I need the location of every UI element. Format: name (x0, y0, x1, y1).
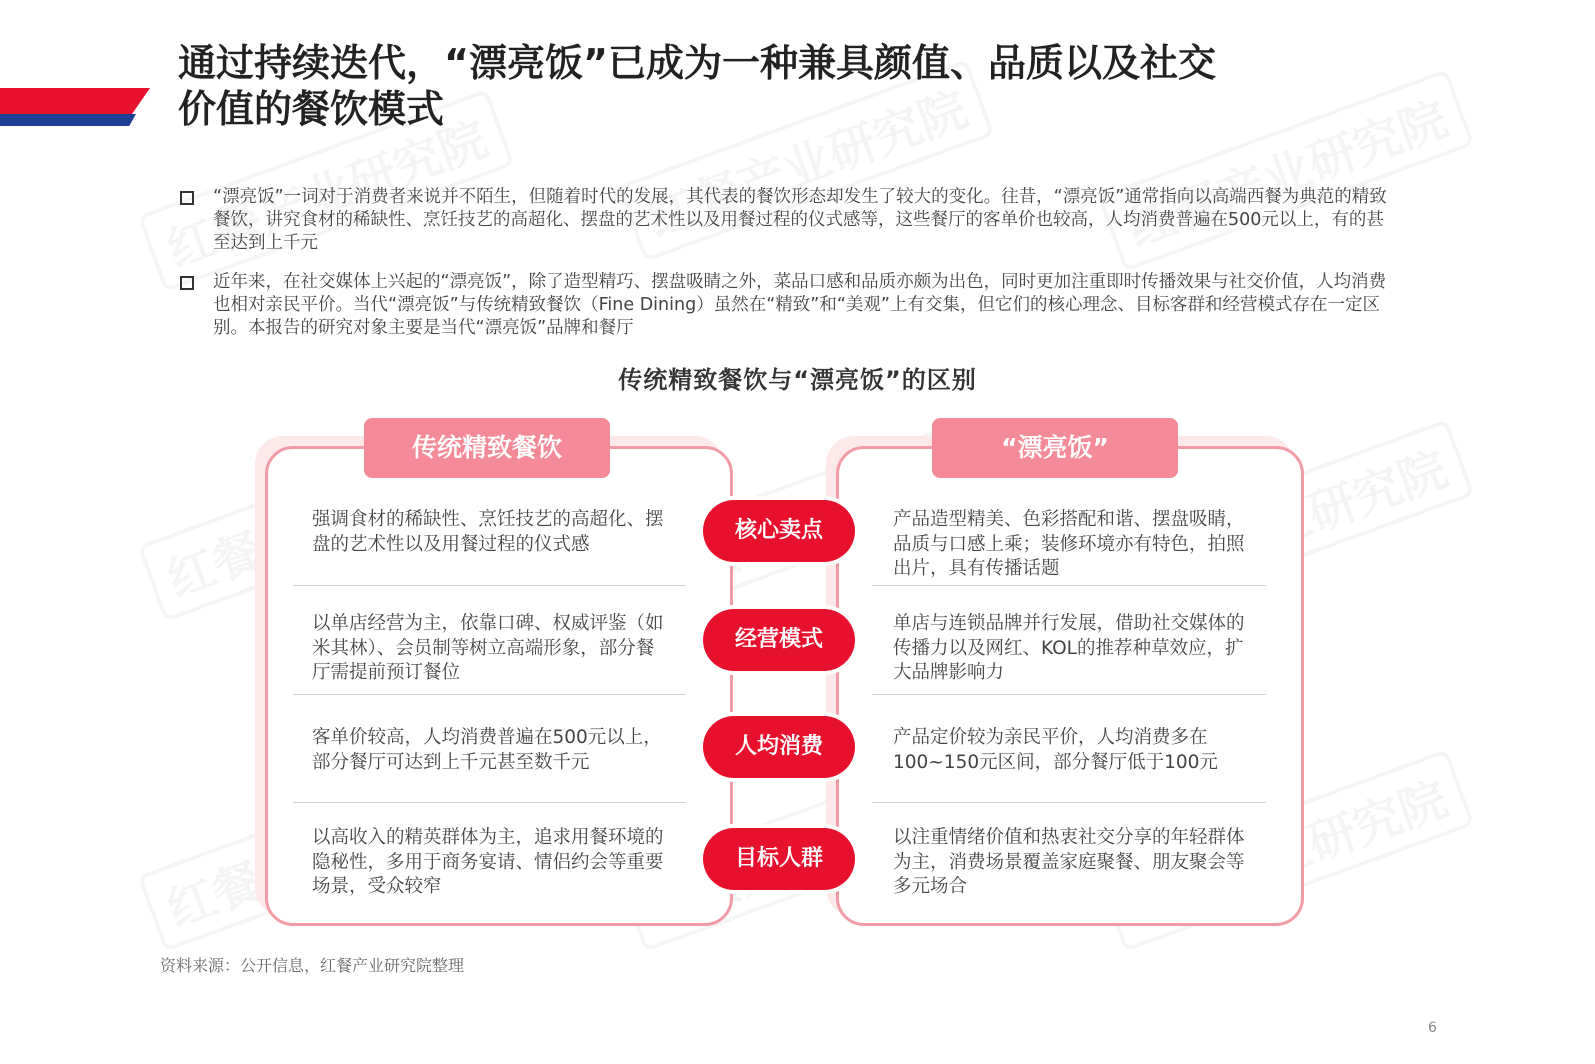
bullet-text: “漂亮饭”一词对于消费者来说并不陌生，但随着时代的发展，其代表的餐饮形态却发生了较大的变化。往昔，“漂亮饭”通常指向以高端西餐为典范的精致餐饮，讲究食材的稀缺性、烹饪技艺的高超化、摆盘的艺术性以及用餐过程的仪式感等，这些餐厅的客单价也较高，人均消费普遍在500元以上，有的甚至达到上千元 (213, 187, 1387, 253)
row-label-selling-point: 核心卖点 (703, 500, 855, 562)
square-bullet-icon (180, 191, 194, 205)
traditional-selling-point: 强调食材的稀缺性、烹饪技艺的高超化、摆盘的艺术性以及用餐过程的仪式感 (312, 509, 664, 555)
traditional-spending: 客单价较高，人均消费普遍在500元以上，部分餐厅可达到上千元甚至数千元 (312, 727, 662, 773)
row-divider (872, 585, 1266, 586)
page-title (178, 40, 1378, 132)
pretty-meal-business-model: 单店与连锁品牌并行发展，借助社交媒体的传播力以及网红、KOL的推荐种草效应，扩大品牌影响力 (893, 613, 1245, 683)
bullet-item (180, 186, 1400, 255)
row-divider (293, 802, 686, 803)
row-label-business-model: 经营模式 (703, 609, 855, 671)
page-title-line2: 价值的餐饮模式 (178, 87, 445, 131)
traditional-header: 传统精致餐饮 (364, 418, 610, 478)
row-divider (293, 585, 686, 586)
bullet-text: 近年来，在社交媒体上兴起的“漂亮饭”，除了造型精巧、摆盘吸睛之外，菜品口感和品质亦颇为出色，同时更加注重即时传播效果与社交价值，人均消费也相对亲民平价。当代“漂亮饭”与传统精致餐饮（Fine Dining）虽然在“精致”和“美观”上有交集，但它们的核心理念、目标客群和经营模式存在一定区别。本报告的研究对象主要是当代“漂亮饭”品牌和餐厅 (213, 272, 1387, 338)
pretty-meal-target-group: 以注重情绪价值和热衷社交分享的年轻群体为主，消费场景覆盖家庭聚餐、朋友聚会等多元场合 (893, 827, 1245, 897)
page-title-line1: 通过持续迭代，“漂亮饭”已成为一种兼具颜值、品质以及社交 (178, 41, 1216, 85)
square-bullet-icon (180, 276, 194, 290)
pretty-meal-header: “漂亮饭” (932, 418, 1178, 478)
row-label-target-group: 目标人群 (703, 828, 855, 890)
comparison-title: 传统精致餐饮与“漂亮饭”的区别 (618, 366, 977, 394)
row-divider (293, 694, 686, 695)
traditional-target-group: 以高收入的精英群体为主，追求用餐环境的隐秘性，多用于商务宴请、情侣约会等重要场景，受众较窄 (312, 827, 664, 897)
row-label-spending: 人均消费 (703, 716, 855, 778)
pretty-meal-spending: 产品定价较为亲民平价，人均消费多在100~150元区间，部分餐厅低于100元 (893, 727, 1218, 773)
row-divider (872, 694, 1266, 695)
pretty-meal-selling-point: 产品造型精美、色彩搭配和谐、摆盘吸睛，品质与口感上乘；装修环境亦有特色，拍照出片，具有传播话题 (893, 509, 1245, 579)
source-note: 资料来源：公开信息，红餐产业研究院整理 (160, 956, 465, 975)
traditional-business-model: 以单店经营为主，依靠口碑、权威评鉴（如米其林）、会员制等树立高端形象，部分餐厅需提前预订餐位 (312, 613, 664, 683)
row-divider (872, 802, 1266, 803)
title-ribbon-red (0, 88, 150, 114)
bullet-item (180, 271, 1400, 340)
page-number: 6 (1428, 1020, 1437, 1036)
title-ribbon-blue (0, 114, 136, 126)
